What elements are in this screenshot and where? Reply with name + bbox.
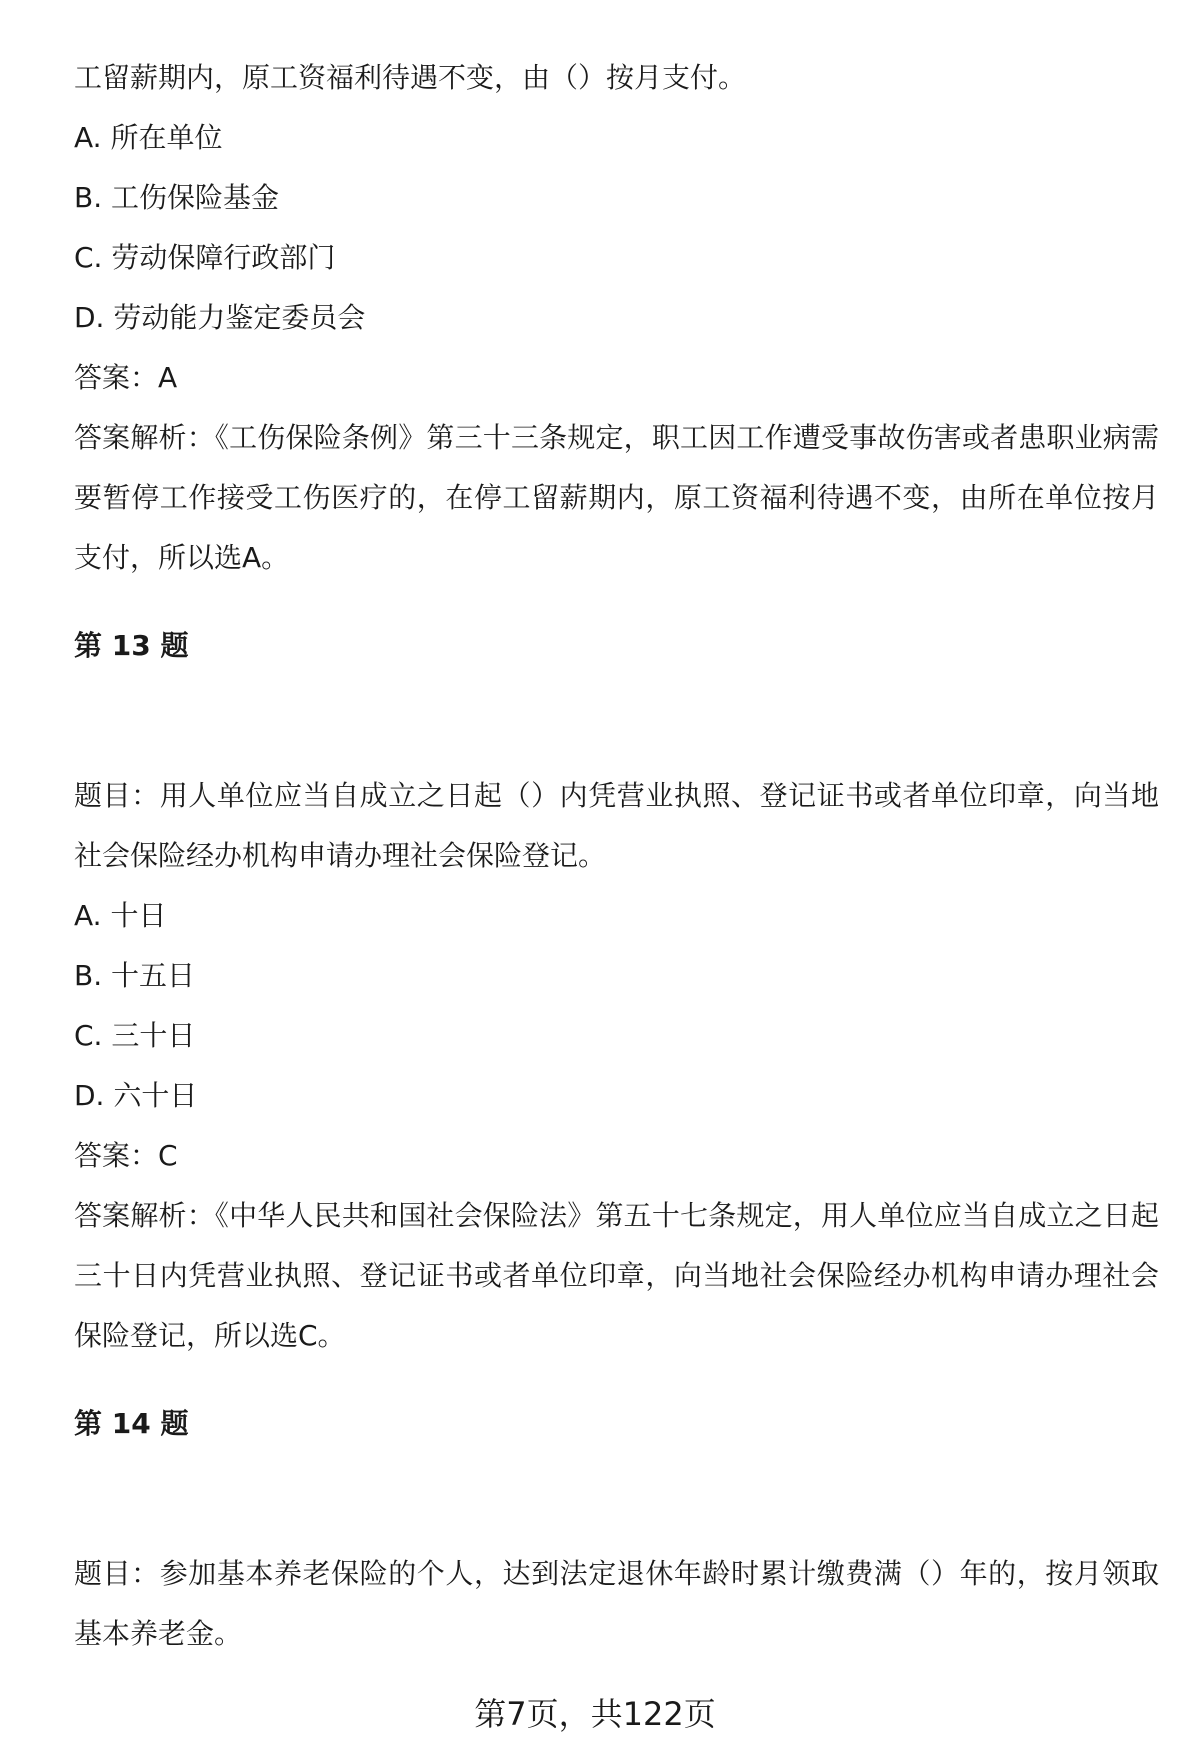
- page-number-footer: 第7页，共122页: [474, 1695, 716, 1733]
- answer-analysis: 答案解析：《工伤保险条例》第三十三条规定，职工因工作遭受事故伤害或者患职业病需要暂停工作接受工伤医疗的，在停工留薪期内，原工资福利待遇不变，由所在单位按月支付，所以选A。: [74, 421, 1159, 574]
- option-a: A. 所在单位: [74, 121, 223, 154]
- spacer: [74, 1454, 1159, 1544]
- option-a: A. 十日: [74, 899, 167, 932]
- option-b: B. 十五日: [74, 959, 196, 992]
- answer: 答案：C: [74, 1139, 178, 1172]
- question-heading-14: 第 14 题: [74, 1407, 189, 1440]
- question-heading-13: 第 13 题: [74, 629, 189, 662]
- answer-analysis: 答案解析：《中华人民共和国社会保险法》第五十七条规定，用人单位应当自成立之日起三十日内凭营业执照、登记证书或者单位印章，向当地社会保险经办机构申请办理社会保险登记，所以选C。: [74, 1199, 1159, 1352]
- question-text-13: 题目：用人单位应当自成立之日起（）内凭营业执照、登记证书或者单位印章，向当地社会保险经办机构申请办理社会保险登记。: [74, 779, 1159, 872]
- continued-question-text: 工留薪期内，原工资福利待遇不变，由（）按月支付。: [74, 61, 747, 94]
- option-d: D. 劳动能力鉴定委员会: [74, 301, 366, 334]
- question-text-14: 题目：参加基本养老保险的个人，达到法定退休年龄时累计缴费满（）年的，按月领取基本养老金。: [74, 1557, 1159, 1650]
- document-page: [74, 48, 1159, 1664]
- spacer: [74, 676, 1159, 766]
- option-b: B. 工伤保险基金: [74, 181, 280, 214]
- option-c: C. 劳动保障行政部门: [74, 241, 336, 274]
- option-c: C. 三十日: [74, 1019, 196, 1052]
- option-d: D. 六十日: [74, 1079, 198, 1112]
- answer: 答案：A: [74, 361, 178, 394]
